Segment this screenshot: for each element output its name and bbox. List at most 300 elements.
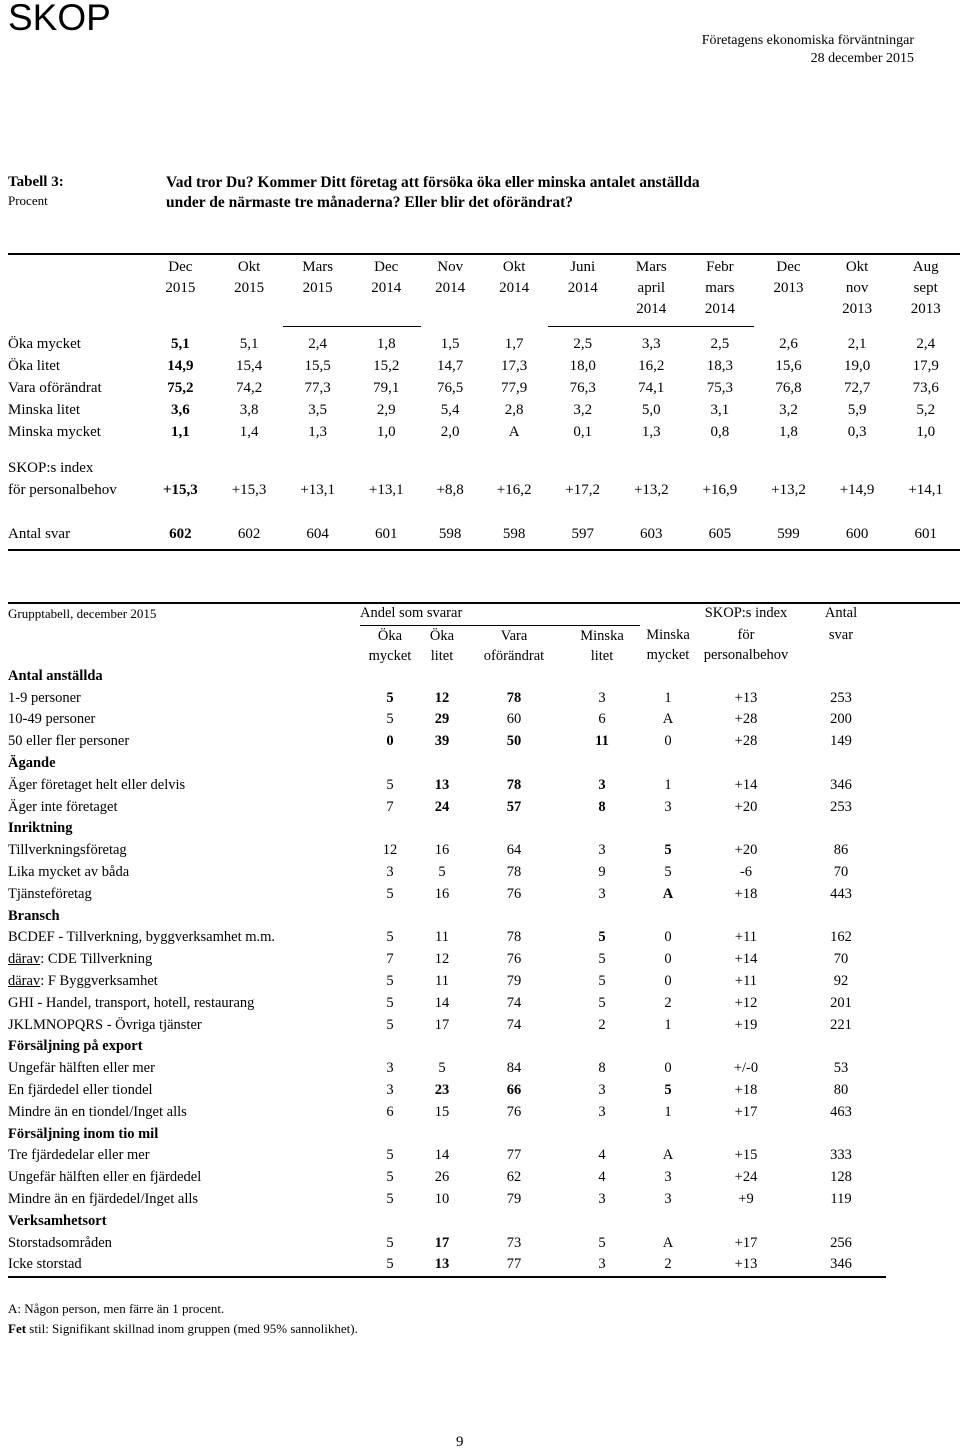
group-cell: 77 (464, 1254, 564, 1277)
trend-column-header-line: Dec (168, 259, 193, 275)
group-cell: 78 (506, 776, 522, 793)
trend-antal-cell: 598 (480, 523, 549, 550)
trend-header-corner (8, 254, 146, 327)
group-cell: 66 (506, 1081, 522, 1098)
trend-antal-cell: 600 (823, 523, 892, 550)
group-cell: 2 (640, 1254, 696, 1277)
group-cell: 4 (598, 1169, 606, 1186)
group-cell: 53 (833, 1060, 849, 1077)
group-cell: 5 (386, 776, 394, 793)
group-section-row (8, 1211, 886, 1233)
trend-cell: 1,4 (239, 424, 259, 440)
group-col-header-line: mycket (368, 647, 412, 664)
trend-antal-row (8, 523, 960, 550)
group-cell: 92 (833, 972, 849, 989)
trend-antal-cell: 597 (548, 523, 617, 550)
group-row (8, 731, 886, 753)
trend-cell: 1,0 (916, 424, 936, 440)
group-cell: 5 (386, 1234, 394, 1251)
trend-column-header-line: 2015 (165, 280, 196, 296)
trend-column-header-line (754, 299, 823, 320)
group-row (8, 1015, 886, 1037)
trend-column-header-line: Okt (845, 259, 869, 275)
footnote-a: A: Någon person, men färre än 1 procent. (8, 1301, 225, 1316)
group-cell: 77 (506, 1147, 522, 1164)
group-cell: 4 (598, 1147, 606, 1164)
group-cell: +14 (734, 951, 758, 968)
group-section-row (8, 818, 886, 840)
group-row (8, 1058, 886, 1080)
trend-antal-cell: 598 (421, 523, 480, 550)
group-row (8, 862, 886, 884)
group-col-header (420, 625, 464, 666)
trend-cell: 15,4 (235, 358, 263, 374)
trend-column-header-line: 2014 (567, 280, 598, 296)
group-cell: 15 (434, 1103, 450, 1120)
trend-column-header (146, 254, 215, 327)
group-cell: +14 (734, 776, 758, 793)
group-row-label: BCDEF - Tillverkning, byggverksamhet m.m. (8, 929, 276, 946)
group-cell: +24 (734, 1169, 758, 1186)
group-header-row-2 (8, 625, 886, 666)
trend-cell: 14,9 (167, 358, 194, 374)
group-row (8, 971, 886, 993)
trend-column-header (215, 254, 284, 327)
trend-index-label-1: SKOP:s index (8, 460, 94, 476)
group-cell: 12 (434, 951, 450, 968)
group-section-label: Inriktning (8, 820, 73, 837)
trend-cell: 5,9 (847, 402, 867, 418)
trend-column-header-line: april (637, 280, 666, 296)
group-cell: +19 (734, 1016, 758, 1033)
group-cell: 5 (664, 1081, 672, 1098)
group-cell: 13 (434, 776, 450, 793)
group-cell: 1 (664, 776, 672, 793)
group-row (8, 884, 886, 906)
group-cell: 2 (598, 1016, 606, 1033)
trend-cell: 1,3 (641, 424, 661, 440)
group-cell: 73 (506, 1234, 522, 1251)
group-table (8, 603, 886, 1278)
trend-cell: 1,1 (171, 424, 190, 440)
group-cell: A (662, 711, 674, 728)
group-row-label: Tillverkningsföretag (8, 842, 127, 859)
trend-column-header-line: Mars (635, 259, 667, 275)
trend-antal-cell: 601 (891, 523, 960, 550)
trend-column-header-line: Aug (912, 259, 939, 275)
group-cell: 5 (438, 1060, 446, 1077)
group-section-label: Försäljning inom tio mil (8, 1125, 159, 1142)
group-cell: 16 (434, 885, 450, 902)
group-row-label: Tjänsteföretag (8, 885, 92, 902)
trend-cell: 1,8 (376, 336, 396, 352)
group-cell: 3 (386, 863, 394, 880)
question-line-2: under de närmaste tre månaderna? Eller blir det oförändrat? (166, 194, 573, 211)
trend-column-header-line: Mars (302, 259, 334, 275)
group-cell: 0 (664, 733, 672, 750)
group-cell: 5 (664, 842, 672, 859)
group-row-label: Tre fjärdedelar eller mer (8, 1147, 150, 1164)
trend-index-cell: +16,9 (702, 482, 738, 498)
trend-index-label-2: för personalbehov (8, 482, 117, 498)
trend-index-cell: +16,2 (496, 482, 532, 498)
trend-row (8, 355, 960, 377)
trend-cell: 1,7 (504, 336, 524, 352)
group-cell: 200 (830, 711, 852, 728)
trend-antal-cell: 602 (146, 523, 215, 550)
index-header-line-3: personalbehov (703, 647, 789, 664)
group-cell: 1 (664, 689, 672, 706)
group-cell: 14 (434, 1147, 450, 1164)
group-cell: 128 (830, 1169, 852, 1186)
trend-row-label: Öka litet (8, 358, 61, 374)
group-cell: 76 (506, 885, 522, 902)
group-col-header (360, 625, 420, 666)
trend-cell: 73,6 (912, 380, 939, 396)
group-cell: 162 (830, 929, 852, 946)
trend-column-header (686, 254, 755, 327)
trend-column-header-line: 2013 (842, 301, 873, 317)
group-section-label: Ägande (8, 754, 56, 771)
group-cell: +9 (738, 1190, 754, 1207)
trend-row-label: Öka mycket (8, 336, 81, 352)
group-cell: 0 (386, 733, 394, 750)
group-cell: 0 (664, 929, 672, 946)
group-cell: A (662, 1234, 674, 1251)
group-row (8, 1189, 886, 1211)
trend-cell: 75,2 (167, 380, 194, 396)
group-cell: +28 (734, 711, 758, 728)
trend-row-label: Minska mycket (8, 424, 101, 440)
group-cell: 57 (506, 798, 522, 815)
group-cell: 5 (386, 1147, 394, 1164)
table-sublabel: Procent (8, 193, 48, 208)
group-cell: 6 (598, 711, 606, 728)
trend-column-header (352, 254, 421, 327)
group-col-header-line: Öka (429, 627, 455, 644)
group-cell: 463 (830, 1103, 852, 1120)
group-cell: A (662, 885, 674, 902)
trend-cell: 17,3 (500, 358, 528, 374)
group-cell: 11 (435, 929, 449, 946)
group-row (8, 688, 886, 710)
trend-cell: 2,5 (573, 336, 593, 352)
group-cell: 39 (434, 733, 450, 750)
trend-column-header-line: 2014 (499, 280, 530, 296)
trend-index-cell: +14,1 (908, 482, 944, 498)
trend-antal-cell: 602 (215, 523, 284, 550)
trend-column-header (421, 254, 480, 327)
group-section-label: Bransch (8, 907, 60, 924)
group-cell: 5 (438, 863, 446, 880)
trend-cell: 77,3 (304, 380, 331, 396)
group-section-row (8, 753, 886, 775)
trend-cell: 1,8 (779, 424, 798, 440)
trend-row (8, 421, 960, 443)
report-title: Företagens ekonomiska förväntningar (701, 33, 914, 48)
group-cell: 253 (830, 798, 852, 815)
group-cell: +/-0 (733, 1060, 759, 1077)
group-row-label: Mindre än en tiondel/Inget alls (8, 1103, 187, 1120)
trend-cell: 74,1 (638, 380, 665, 396)
trend-cell: 16,2 (638, 358, 665, 374)
trend-index-cell: +13,2 (771, 482, 806, 498)
group-cell: 12 (382, 842, 398, 859)
trend-cell: 1,0 (376, 424, 396, 440)
trend-column-header-line: 2014 (704, 301, 735, 317)
trend-column-header-line (421, 299, 480, 320)
trend-cell: 5,1 (171, 336, 190, 352)
trend-column-header-line: mars (705, 280, 735, 296)
trend-cell: 2,1 (847, 336, 867, 352)
group-cell: 74 (506, 1016, 522, 1033)
group-row-prefix: därav (8, 972, 41, 989)
group-col-header-line: litet (430, 647, 454, 664)
group-row-label: Storstadsområden (8, 1234, 112, 1251)
trend-cell: 2,4 (308, 336, 328, 352)
group-cell: 23 (434, 1081, 450, 1098)
trend-cell: 76,5 (437, 380, 464, 396)
trend-cell: 15,2 (373, 358, 400, 374)
group-cell: 5 (386, 1169, 394, 1186)
group-cell: 70 (833, 951, 849, 968)
group-table-title: Grupptabell, december 2015 (8, 606, 157, 622)
trend-cell: 2,0 (440, 424, 460, 440)
group-cell: 16 (434, 842, 450, 859)
index-header: SKOP:s index (704, 605, 788, 622)
group-cell: +17 (734, 1103, 758, 1120)
group-row-label: GHI - Handel, transport, hotell, restaurang (8, 994, 255, 1011)
footnote-bold-text: stil: Signifikant skillnad inom gruppen (med 95% sannolikhet). (26, 1321, 358, 1336)
group-cell: 5 (386, 929, 394, 946)
group-cell: 5 (598, 929, 606, 946)
group-cell: 17 (434, 1016, 450, 1033)
group-row (8, 1080, 886, 1102)
group-section-label: Försäljning på export (8, 1038, 143, 1055)
group-col-header (564, 625, 640, 666)
group-cell: +17 (734, 1234, 758, 1251)
trend-cell: 79,1 (373, 380, 400, 396)
trend-cell: 17,9 (912, 358, 939, 374)
question-line-1: Vad tror Du? Kommer Ditt företag att försöka öka eller minska antalet anställda (166, 174, 700, 191)
group-row-label: Äger inte företaget (8, 798, 118, 815)
group-col-header (464, 625, 564, 666)
group-cell: 256 (830, 1234, 852, 1251)
group-cell: 24 (434, 798, 450, 815)
group-cell: 5 (598, 994, 606, 1011)
group-col-header (640, 625, 696, 666)
index-header-line-2: för (737, 627, 755, 644)
trend-column-header (617, 254, 686, 327)
group-section-row (8, 1036, 886, 1058)
group-cell: 3 (564, 1254, 640, 1277)
trend-cell: 2,4 (916, 336, 936, 352)
group-cell: 5 (386, 972, 394, 989)
trend-index-cell: +13,1 (368, 482, 404, 498)
group-row-label-text: CDE Tillverkning (47, 951, 153, 968)
group-cell: +20 (734, 842, 758, 859)
group-cell: 3 (598, 1103, 606, 1120)
group-cell: 0 (664, 972, 672, 989)
group-cell: +15 (734, 1147, 758, 1164)
group-row-label: Icke storstad (8, 1254, 360, 1277)
trend-cell: A (508, 424, 520, 440)
trend-column-header-line: Dec (776, 259, 801, 275)
group-cell: 3 (598, 1081, 606, 1098)
group-cell: 7 (386, 798, 394, 815)
group-row (8, 840, 886, 862)
group-cell: 3 (664, 1190, 672, 1207)
trend-column-header-line: 2015 (234, 280, 265, 296)
group-section-row (8, 906, 886, 928)
antal-header: Antal (824, 605, 858, 622)
trend-column-header-line (146, 299, 215, 320)
trend-index-cell: +13,1 (300, 482, 336, 498)
group-row-label-text: F Byggverksamhet (47, 972, 158, 989)
group-cell: 5 (386, 885, 394, 902)
trend-column-header-line: Nov (437, 259, 464, 275)
group-row-label: Lika mycket av båda (8, 863, 130, 880)
trend-row-label: Vara oförändrat (8, 380, 102, 396)
trend-cell: 15,5 (304, 358, 331, 374)
group-cell: 76 (506, 1103, 522, 1120)
group-col-header-line: litet (590, 647, 614, 664)
trend-header-row (8, 254, 960, 327)
trend-antal-cell: 599 (754, 523, 823, 550)
group-cell: 5 (386, 1190, 394, 1207)
group-cell: 70 (833, 863, 849, 880)
group-cell: +18 (734, 1081, 758, 1098)
group-cell: 2 (664, 994, 672, 1011)
group-row-label (8, 971, 360, 993)
group-cell: +11 (734, 929, 758, 946)
trend-cell: 5,0 (641, 402, 661, 418)
trend-column-header-line (548, 299, 617, 320)
trend-index-cell: +14,9 (839, 482, 875, 498)
table-label: Tabell 3: (8, 174, 64, 190)
trend-row (8, 399, 960, 421)
trend-cell: 3,5 (308, 402, 328, 418)
trend-column-header (480, 254, 549, 327)
group-cell: 11 (435, 972, 449, 989)
group-col-header-line: Minska (646, 627, 690, 644)
group-row-label: En fjärdedel eller tiondel (8, 1081, 153, 1098)
group-cell: 5 (360, 1254, 420, 1277)
group-cell: 12 (434, 689, 450, 706)
group-row (8, 775, 886, 797)
group-cell: +11 (734, 972, 758, 989)
trend-column-header-line: sept (913, 280, 938, 296)
report-date: 28 december 2015 (810, 51, 914, 66)
trend-column-header-line: Dec (374, 259, 399, 275)
trend-index-row-label (8, 457, 960, 479)
group-cell: 119 (830, 1190, 852, 1207)
trend-cell: 76,8 (775, 380, 802, 396)
group-cell: 346 (830, 776, 852, 793)
index-header-sub (696, 625, 796, 666)
trend-cell: 2,8 (504, 402, 524, 418)
group-cell: 14 (434, 994, 450, 1011)
trend-cell: 3,6 (171, 402, 190, 418)
trend-row (8, 377, 960, 399)
trend-antal-cell: 601 (352, 523, 421, 550)
trend-column-header-line: 2014 (435, 280, 466, 296)
trend-column-header-line (215, 299, 284, 320)
trend-column-header (548, 254, 617, 327)
trend-column-header-line: Juni (570, 259, 596, 275)
andel-header: Andel som svarar (360, 605, 463, 621)
group-cell: 5 (664, 863, 672, 880)
trend-cell: 77,9 (500, 380, 528, 396)
trend-column-header-line: Okt (237, 259, 261, 275)
group-row (8, 1233, 886, 1255)
trend-cell: 15,6 (775, 358, 802, 374)
group-row-colon: : (40, 951, 48, 968)
group-cell: 64 (506, 842, 522, 859)
group-row (8, 1102, 886, 1124)
trend-index-row (8, 479, 960, 501)
group-cell: +13 (734, 689, 758, 706)
skop-logo: SKOP (8, 0, 111, 38)
trend-row (8, 333, 960, 355)
group-col-header-line: Vara (500, 627, 528, 644)
group-cell: 3 (664, 1169, 672, 1186)
group-row (8, 1167, 886, 1189)
trend-cell: 72,7 (843, 380, 871, 396)
trend-cell: 2,6 (779, 336, 798, 352)
group-cell: 26 (434, 1169, 450, 1186)
group-cell: 29 (434, 711, 450, 728)
group-row (8, 1254, 886, 1277)
group-row-colon: : (40, 972, 48, 989)
group-cell: 79 (506, 1190, 522, 1207)
group-col-header-line: oförändrat (483, 647, 545, 664)
group-section-label: Verksamhetsort (8, 1212, 107, 1229)
group-cell: 221 (830, 1016, 852, 1033)
trend-cell: 14,7 (437, 358, 464, 374)
trend-cell: 0,3 (847, 424, 867, 440)
group-cell: 3 (598, 776, 606, 793)
group-header-row-1 (8, 603, 886, 625)
group-row-prefix: därav (8, 951, 41, 968)
group-cell: 1 (664, 1103, 672, 1120)
group-section-row (8, 1124, 886, 1146)
group-cell: 79 (506, 972, 522, 989)
trend-column-header-line: 2013 (910, 301, 941, 317)
group-row (8, 1145, 886, 1167)
group-cell: 3 (598, 689, 606, 706)
trend-cell: 76,3 (569, 380, 596, 396)
group-row (8, 927, 886, 949)
group-row (8, 709, 886, 731)
trend-cell: 3,2 (573, 402, 593, 418)
trend-row-label: Minska litet (8, 402, 81, 418)
trend-column-header-line: Okt (502, 259, 526, 275)
trend-index-cell: +8,8 (436, 482, 464, 498)
trend-cell: 3,8 (239, 402, 259, 418)
trend-index-cell: +15,3 (162, 482, 198, 498)
group-cell: A (662, 1147, 674, 1164)
group-cell: 1 (664, 1016, 672, 1033)
footnote-bold (8, 1320, 358, 1337)
group-cell: 11 (595, 733, 609, 750)
group-cell: -6 (739, 863, 753, 880)
group-section-row (8, 666, 886, 688)
group-cell: 78 (506, 689, 522, 706)
trend-cell: 2,5 (710, 336, 730, 352)
group-cell: 3 (386, 1060, 394, 1077)
trend-column-header-line (352, 299, 421, 320)
